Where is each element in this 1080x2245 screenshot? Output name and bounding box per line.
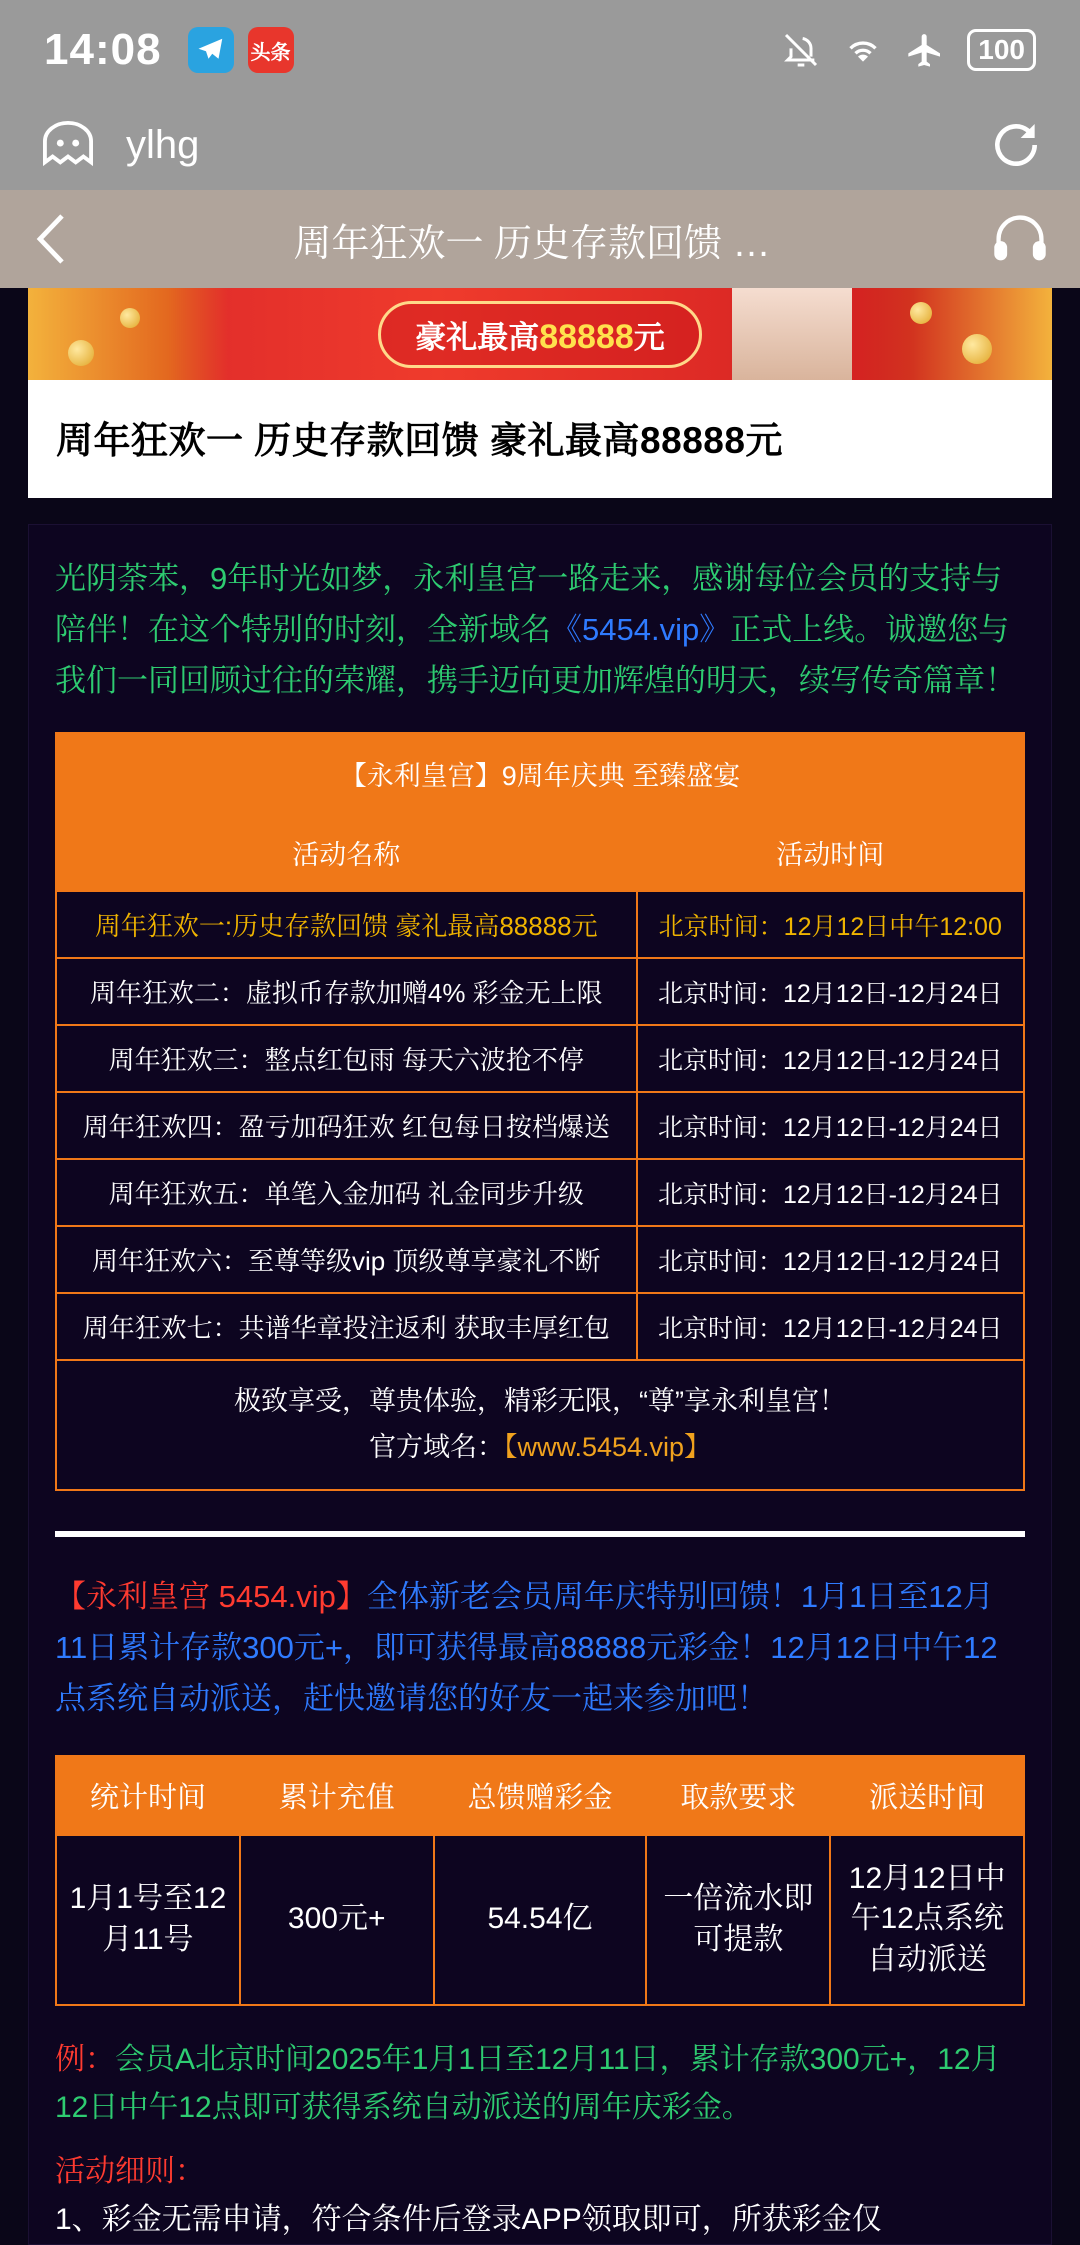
article-title-block	[28, 380, 1052, 498]
coin-icon	[910, 302, 932, 324]
event-name: 周年狂欢一:历史存款回馈 豪礼最高88888元	[56, 891, 637, 958]
banner-model-image	[732, 288, 852, 380]
example-label: 例：	[55, 2042, 115, 2076]
stats-header-deposit: 累计充值	[240, 1756, 434, 1835]
banner-pill-prefix: 豪礼最高	[415, 319, 540, 355]
banner-decoration-right	[852, 288, 1052, 380]
promo-text: 全体新老会员周年庆特别回馈！1月1日至12月11日累计存款300元+，即可获得最高88888元彩金！12月12日中午12点系统自动派送，赶快邀请您的好友一起来参加吧！	[55, 1579, 998, 1717]
headset-icon[interactable]	[990, 211, 1050, 267]
promo-brand: 【永利皇宫 5454.vip】	[55, 1579, 367, 1615]
event-name: 周年狂欢六：至尊等级vip 顶级尊享豪礼不断	[56, 1226, 637, 1293]
table-row	[56, 1226, 1024, 1293]
stats-header-delivery: 派送时间	[830, 1756, 1024, 1835]
stats-header-period: 统计时间	[56, 1756, 240, 1835]
section-divider	[55, 1531, 1025, 1537]
event-time: 北京时间：12月12日-12月24日	[637, 1226, 1024, 1293]
column-header-time: 活动时间	[637, 814, 1024, 891]
stats-value-withdraw: 一倍流水即可提款	[646, 1835, 830, 2005]
coin-icon	[962, 334, 992, 364]
rule-item: 1、彩金无需申请，符合条件后登录APP领取即可，所获彩金仅	[55, 2202, 882, 2236]
table-footer-row	[56, 1360, 1024, 1490]
stats-value-bonus: 54.54亿	[434, 1835, 647, 2005]
table-row	[56, 1159, 1024, 1226]
status-right-icons	[781, 29, 1036, 71]
ghost-icon	[36, 120, 100, 170]
banner-pill-suffix: 元	[633, 319, 665, 355]
intro-domain: 《5454.vip》	[551, 612, 731, 648]
stats-header-bonus: 总馈赠彩金	[434, 1756, 647, 1835]
footer-line-2	[67, 1425, 1013, 1471]
event-time: 北京时间：12月12日-12月24日	[637, 1293, 1024, 1360]
intro-paragraph	[55, 553, 1025, 706]
stats-value-row	[56, 1835, 1024, 2005]
airplane-mode-icon	[905, 30, 945, 70]
table-row	[56, 958, 1024, 1025]
stats-header-withdraw: 取款要求	[646, 1756, 830, 1835]
toutiao-icon: 头条	[248, 27, 294, 73]
statistics-table	[55, 1755, 1025, 2006]
article-title: 周年狂欢一 历史存款回馈 豪礼最高88888元	[56, 420, 783, 461]
rules-title: 活动细则：	[55, 2154, 205, 2188]
wifi-icon	[843, 30, 883, 70]
page-title: 周年狂欢一 历史存款回馈 …	[293, 222, 771, 265]
footer-domain-label: 官方域名：	[368, 1432, 504, 1463]
status-bar	[0, 0, 1080, 100]
page-content	[0, 288, 1080, 2245]
table-header-row	[56, 733, 1024, 814]
page-header	[0, 190, 1080, 288]
promo-paragraph	[55, 1571, 1025, 1724]
status-time: 14:08	[44, 25, 162, 74]
example-paragraph	[55, 2036, 1025, 2132]
intro-text-1: 光阴荼苯，9年时光如梦，永利皇宫一路走来，感谢每位会员的支持与陪伴！在这个特别的时刻，全新域名	[55, 561, 1003, 648]
event-time: 北京时间：12月12日-12月24日	[637, 1092, 1024, 1159]
footer-domain-value: 【www.5454.vip】	[503, 1432, 712, 1463]
coin-icon	[68, 340, 94, 366]
banner-pill	[378, 301, 702, 368]
stats-value-deposit: 300元+	[240, 1835, 434, 2005]
promo-banner	[28, 288, 1052, 380]
status-app-icons	[188, 27, 294, 73]
banner-decoration-left	[28, 288, 228, 380]
telegram-icon	[188, 27, 234, 73]
table-subheader-row	[56, 814, 1024, 891]
article-body	[28, 524, 1052, 2245]
intro-text-2: 正式上线。诚邀您与我们一同回顾过往的荣耀，携手迈向更加辉煌的明天，续写传奇篇章！	[55, 612, 1016, 699]
table-row	[56, 891, 1024, 958]
footer-line-1: 极致享受，尊贵体验，精彩无限，“尊”享永利皇宫！	[234, 1386, 846, 1417]
event-name: 周年狂欢二：虚拟币存款加赠4% 彩金无上限	[56, 958, 637, 1025]
event-table-header: 【永利皇宫】9周年庆典 至臻盛宴	[56, 733, 1024, 814]
event-time: 北京时间：12月12日-12月24日	[637, 958, 1024, 1025]
event-time: 北京时间：12月12日-12月24日	[637, 1025, 1024, 1092]
event-time: 北京时间：12月12日中午12:00	[637, 891, 1024, 958]
browser-bar	[0, 100, 1080, 190]
table-row	[56, 1293, 1024, 1360]
event-name: 周年狂欢四：盈亏加码狂欢 红包每日按档爆送	[56, 1092, 637, 1159]
stats-value-period: 1月1号至12月11号	[56, 1835, 240, 2005]
stats-header-row	[56, 1756, 1024, 1835]
battery-level: 100	[967, 29, 1036, 71]
event-name: 周年狂欢三：整点红包雨 每天六波抢不停	[56, 1025, 637, 1092]
event-schedule-table	[55, 732, 1025, 1491]
bell-muted-icon	[781, 30, 821, 70]
example-text: 会员A北京时间2025年1月1日至12月11日，累计存款300元+，12月12日中午12点即可获得系统自动派送的周年庆彩金。	[55, 2042, 1001, 2124]
reload-icon[interactable]	[988, 117, 1044, 173]
event-name: 周年狂欢五：单笔入金加码 礼金同步升级	[56, 1159, 637, 1226]
site-label[interactable]: ylhg	[126, 122, 200, 167]
stats-value-delivery: 12月12日中午12点系统自动派送	[830, 1835, 1024, 2005]
banner-pill-amount: 88888	[539, 317, 634, 356]
back-arrow-icon[interactable]	[30, 210, 74, 268]
event-name: 周年狂欢七：共谱华章投注返利 获取丰厚红包	[56, 1293, 637, 1360]
event-time: 北京时间：12月12日-12月24日	[637, 1159, 1024, 1226]
coin-icon	[120, 308, 140, 328]
table-row	[56, 1092, 1024, 1159]
event-table-footer	[56, 1360, 1024, 1490]
column-header-name: 活动名称	[56, 814, 637, 891]
table-row	[56, 1025, 1024, 1092]
